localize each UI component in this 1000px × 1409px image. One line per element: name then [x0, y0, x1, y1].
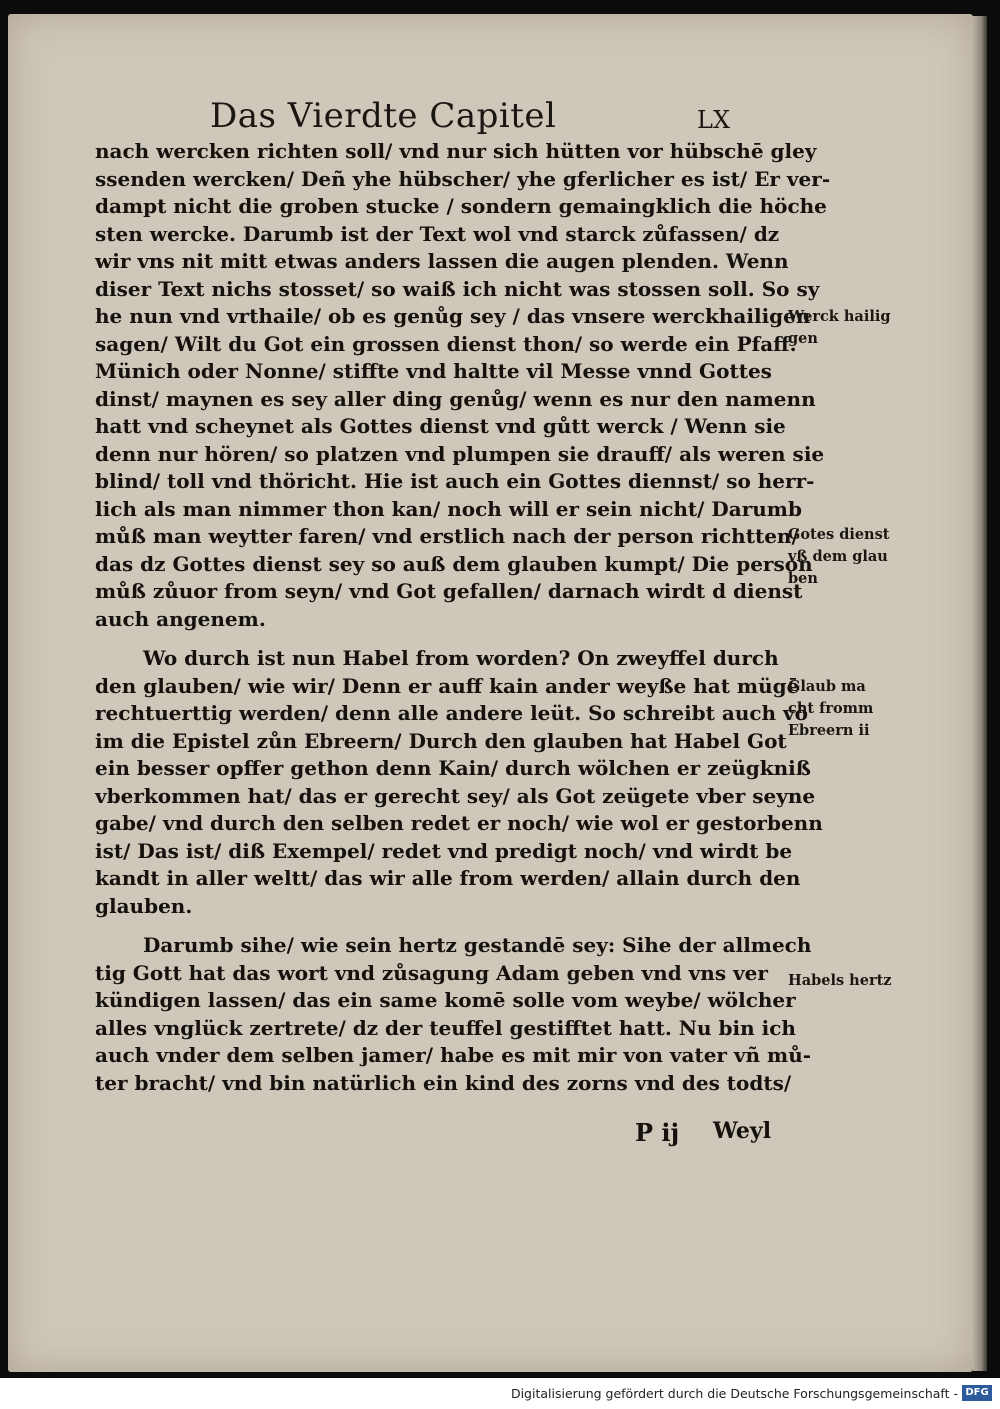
text-line: kündigen lassen/ das ein same komē solle vom weybe/ wölcher	[95, 988, 796, 1012]
paragraph-2	[95, 645, 823, 920]
text-line: gabe/ vnd durch den selben redet er noch/ wie wol er gestorbenn	[95, 811, 823, 835]
text-line: he nun vnd vrthaile/ ob es genůg sey / das vnsere werckhailigen	[95, 304, 811, 328]
text-line: sagen/ Wilt du Got ein grossen dienst thon/ so werde ein Pfaff.	[95, 331, 797, 356]
margin-note-line: Werck hailig	[788, 308, 891, 325]
running-title: Das Vierdte Capitel	[210, 96, 557, 136]
text-line: den glauben/ wie wir/ Denn er auff kain ander weyße hat mügē	[95, 673, 800, 698]
text-line: diser Text nichs stosset/ so waiß ich nicht was stossen soll. So sy	[95, 276, 820, 301]
page-edge	[973, 16, 987, 1371]
page-header	[210, 96, 770, 144]
text-line: dampt nicht die groben stucke / sondern gemaingklich die höche	[95, 194, 827, 218]
text-line: wir vns nit mitt etwas anders lassen die augen plenden. Wenn	[95, 249, 789, 273]
folio-number: LX	[697, 106, 731, 134]
text-line: ein besser opffer gethon denn Kain/ durch wölchen er zeügkniß	[95, 756, 811, 780]
margin-note-werckhailigen	[788, 306, 908, 350]
text-line: ist/ Das ist/ diß Exempel/ redet vnd predigt noch/ vnd wirdt be	[95, 838, 793, 863]
text-line: das dz Gottes dienst sey so auß dem glauben kumpt/ Die person	[95, 551, 813, 576]
margin-note-line: vß dem glau	[788, 548, 888, 565]
paragraph-gap	[95, 633, 795, 645]
margin-note-line: Glaub ma	[788, 678, 866, 695]
paragraph-gap	[95, 920, 795, 932]
margin-note-gotes-dienst	[788, 524, 908, 590]
text-line: lich als man nimmer thon kan/ noch will er sein nicht/ Darumb	[95, 496, 802, 521]
text-line: Wo durch ist nun Habel from worden? On zweyffel durch	[143, 646, 779, 670]
text-line: Münich oder Nonne/ stiffte vnd haltte vil Messe vnnd Gottes	[95, 359, 772, 383]
signature-mark: P ij	[635, 1118, 680, 1147]
paragraph-3	[95, 932, 812, 1097]
margin-note-line: Gotes dienst	[788, 526, 890, 543]
text-line: hatt vnd scheynet als Gottes dienst vnd gůtt werck / Wenn sie	[95, 414, 786, 438]
text-line: tig Gott hat das wort vnd zůsagung Adam geben vnd vns ver	[95, 960, 768, 985]
text-line: ter bracht/ vnd bin natürlich ein kind des zorns vnd des todts/	[95, 1070, 792, 1095]
text-line: ssenden wercken/ Deñ yhe hübscher/ yhe gferlicher es ist/ Er ver-	[95, 166, 831, 191]
text-line: alles vnglück zertrete/ dz der teuffel gestifftet hatt. Nu bin ich	[95, 1015, 796, 1040]
margin-note-line: gen	[788, 330, 818, 347]
catchline	[95, 1114, 795, 1150]
margin-note-habels-hertz	[788, 970, 908, 992]
text-line: denn nur hören/ so platzen vnd plumpen sie drauff/ als weren sie	[95, 441, 825, 466]
text-line: kandt in aller weltt/ das wir alle from werden/ allain durch den	[95, 866, 801, 890]
text-line: auch angenem.	[95, 606, 266, 631]
text-line: Darumb sihe/ wie sein hertz gestandē sey: Sihe der allmech	[143, 933, 812, 957]
margin-note-line: cht fromm	[788, 700, 874, 717]
text-line: vberkommen hat/ das er gerecht sey/ als Got zeügete vber seyne	[95, 783, 816, 808]
footer-bar	[0, 1378, 1000, 1409]
dfg-logo: DFG	[962, 1385, 992, 1401]
text-line: sten wercke. Darumb ist der Text wol vnd starck zůfassen/ dz	[95, 221, 780, 246]
margin-note-line: Habels hertz	[788, 972, 892, 989]
paragraph-1	[95, 138, 831, 633]
text-line: dinst/ maynen es sey aller ding genůg/ wenn es nur den namenn	[95, 386, 816, 411]
margin-note-line: Ebreern ii	[788, 722, 870, 739]
catchword: Weyl	[713, 1118, 772, 1144]
text-line: můß man weytter faren/ vnd erstlich nach der person richtten/	[95, 524, 799, 548]
text-line: blind/ toll vnd thöricht. Hie ist auch ein Gottes diennst/ so herr-	[95, 469, 815, 493]
text-line: můß zůuor from seyn/ vnd Got gefallen/ darnach wirdt d dienst	[95, 579, 803, 603]
text-line: nach wercken richten soll/ vnd nur sich hütten vor hübschē gley	[95, 139, 817, 163]
margin-note-line: ben	[788, 570, 818, 587]
text-line: glauben.	[95, 893, 193, 918]
text-line: rechtuerttig werden/ denn alle andere leüt. So schreibt auch vō	[95, 701, 809, 725]
text-line: auch vnder dem selben jamer/ habe es mit mir von vater vñ mů-	[95, 1043, 812, 1067]
margin-note-glaub	[788, 676, 908, 742]
funding-credit: Digitalisierung gefördert durch die Deutsche Forschungsgemeinschaft -	[510, 1386, 958, 1401]
text-line: im die Epistel zůn Ebreern/ Durch den glauben hat Habel Got	[95, 728, 787, 753]
